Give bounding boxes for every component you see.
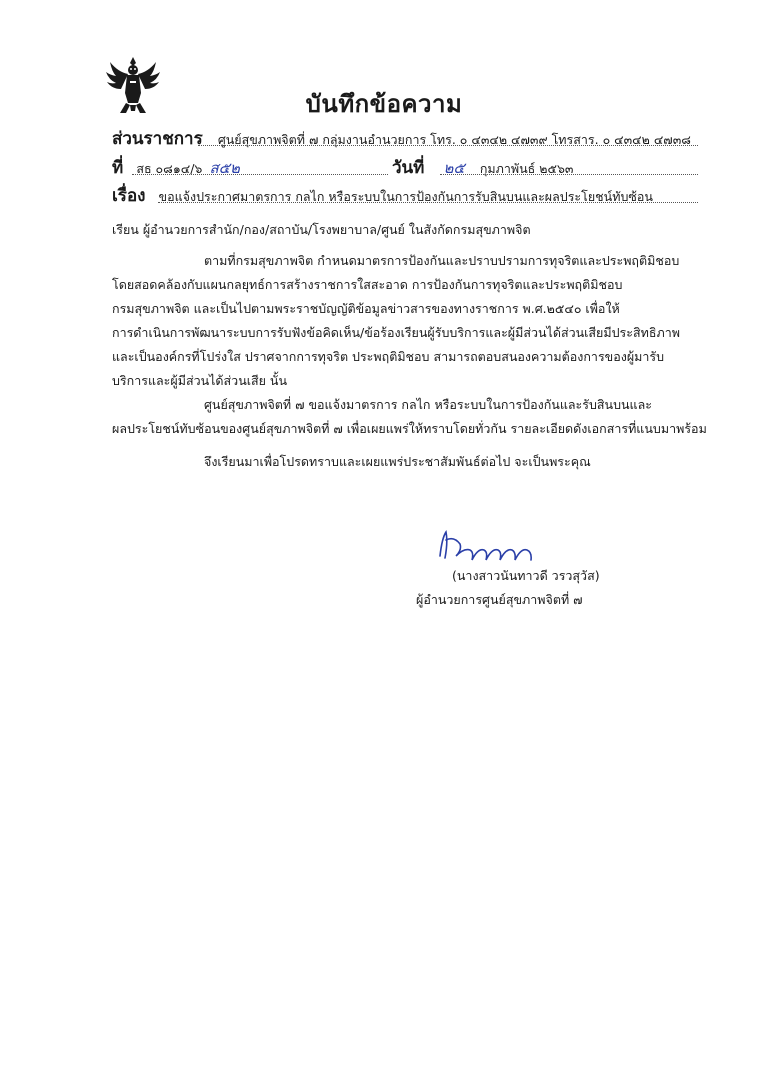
- dotted-line: [440, 174, 698, 175]
- reference-label: ที่: [112, 158, 124, 178]
- paragraph-1-line: ตามที่กรมสุขภาพจิต กำหนดมาตรการป้องกันและปราบปรามการทุจริตและประพฤติมิชอบ: [204, 253, 680, 268]
- department-row: [112, 125, 691, 152]
- dotted-line: [132, 174, 388, 175]
- date-value: กุมภาพันธ์ ๒๕๖๓: [479, 161, 574, 176]
- department-value: ศูนย์สุขภาพจิตที่ ๗ กลุ่มงานอำนวยการ โทร. ๐ ๔๓๔๒ ๔๗๓๙ โทรสาร. ๐ ๔๓๔๒ ๔๗๓๘: [217, 132, 691, 147]
- paragraph-2-line: ศูนย์สุขภาพจิตที่ ๗ ขอแจ้งมาตรการ กลไก หรือระบบในการป้องกันและรับสินบนและ: [204, 397, 652, 412]
- paragraph-1-line: การดำเนินการพัฒนาระบบการรับฟังข้อคิดเห็น/ข้อร้องเรียนผู้รับบริการและผู้มีส่วนได้ส่วนเสียมีประสิทธิภาพ: [112, 325, 680, 340]
- paragraph-1-line: โดยสอดคล้องกับแผนกลยุทธ์การสร้างราชการใสสะอาด การป้องกันการทุจริตและประพฤติมิชอบ: [112, 277, 623, 292]
- paragraph-1-line: บริการและผู้มีส่วนได้ส่วนเสีย นั้น: [112, 373, 288, 388]
- subject-value: ขอแจ้งประกาศมาตรการ กลไก หรือระบบในการป้องกันการรับสินบนและผลประโยชน์ทับซ้อน: [158, 189, 653, 204]
- subject-label: เรื่อง: [112, 186, 146, 206]
- reference-value: สธ ๐๘๑๔/๖: [136, 161, 203, 176]
- paragraph-1-line: และเป็นองค์กรที่โปร่งใส ปราศจากการทุจริต ประพฤติมิชอบ สามารถตอบสนองความต้องการของผู้มารับ: [112, 349, 665, 364]
- date-handwritten: ๒๕: [443, 159, 465, 177]
- dotted-line: [158, 202, 698, 203]
- salutation: เรียน ผู้อำนวยการสำนัก/กอง/สถาบัน/โรงพยาบาล/ศูนย์ ในสังกัดกรมสุขภาพจิต: [112, 222, 531, 237]
- signatory-position: ผู้อำนวยการศูนย์สุขภาพจิตที่ ๗: [416, 592, 583, 607]
- reference-row: [112, 154, 240, 181]
- subject-row: [112, 182, 653, 209]
- paragraph-1-line: กรมสุขภาพจิต และเป็นไปตามพระราชบัญญัติข้อมูลข่าวสารของทางราชการ พ.ศ.๒๕๔๐ เพื่อให้: [112, 301, 620, 316]
- department-label: ส่วนราชการ: [112, 129, 203, 149]
- signatory-name: (นางสาวนันทาวดี วรวสุวัส): [452, 568, 600, 583]
- paragraph-2-line: ผลประโยชน์ทับซ้อนของศูนย์สุขภาพจิตที่ ๗ เพื่อเผยแพร่ให้ทราบโดยทั่วกัน รายละเอียดดังเอกสารที่แนบมาพร้อม: [112, 421, 707, 436]
- date-row: [392, 154, 573, 181]
- memo-title: บันทึกข้อความ: [305, 90, 463, 118]
- closing-line: จึงเรียนมาเพื่อโปรดทราบและเผยแพร่ประชาสัมพันธ์ต่อไป จะเป็นพระคุณ: [204, 454, 591, 469]
- dotted-line: [198, 145, 698, 146]
- reference-handwritten: ส๕๒: [209, 159, 240, 177]
- date-label: วันที่: [392, 158, 425, 178]
- handwritten-signature: [436, 522, 548, 562]
